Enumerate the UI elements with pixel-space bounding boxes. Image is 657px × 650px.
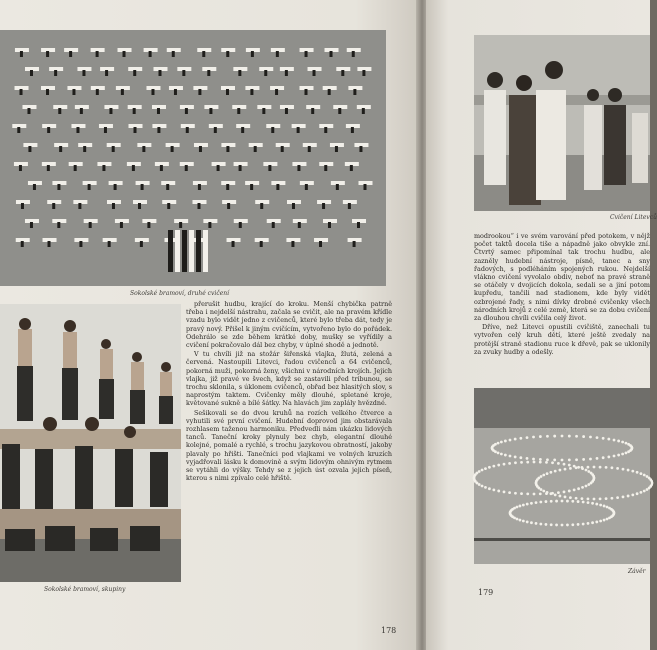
right-text-column [474, 232, 650, 382]
left-paragraph-2: V tu chvíli již na stožár šiřenská vlajka, žlutá, zelená a červená. Nastoupili Litevci, řadou cvičenců a 64 cvičenců, pokorná muži, pokorná ženy, všichni v národních krojích. Jejich vlajka, již pravé ve švech, když se zastavili před tribunou, se trochu sklonila, s úklonem cvičenců, obřad bez hlasitých slov, s naprostým taktem. Cvičenky měly dlouhé, spletané kroje, květované sukně a bílé šátky. Na hlavách jim zaplály hvězdné. [186, 350, 392, 408]
right-paragraph-1: modrookou“ i ve svém varování před potokem, v nějž počet taktů docela tiše a nápadně jako obvykle zní. Čtvrtý samec připomínal tak trochu hudbu, ale zazněly hudební nástroje, písně, tanec a sny řadových, s podléháním spojených rukou. Nejdelší vlákno cvičení vyvolalo obdiv, neboť na pravé straně se otáčely v dvojicích dokola, sedali se a jiní potom kupředu, tančili nad stadionem, kde byly vidět ozbrojené řady, s nimi dívky drobné cvičenky všech národních krojů z celé země, která se za dobu cvičení za dlouhou chvíli cvičila celý život. [474, 232, 650, 323]
circle-formation-caption: Závěr [628, 568, 646, 575]
left-paragraph-1: přerušit hudbu, krající do kroku. Menší chybička patrně třeba i nejdelší nástrahu, začala se cvičit, ale na pravém křídle vzadu bylo vidět jedno z cvičenců, které bylo třeba dát, tedy je pravý nový. Přišel k jiným cvičícím, vytvořeno bylo do pořádek. Odehrálo se zde během krátké doby, mušky se vyřídily a cvičení pokračovalo dál bez chyby, v úplné shodě a jednotě. [186, 300, 392, 350]
mass-gymnastics-caption: Sokolské bramoví, druhé cvičení [130, 290, 230, 297]
right-page-number: 179 [478, 588, 494, 597]
left-text-column [186, 300, 392, 618]
left-paragraph-3: Sešikovali se do dvou kruhů na rozích velkého čtverce a vyhutili své první cvičení. Hudební doprovod jim obstarávala rozhlasem taženou harmoniku. Předvedli nám ukázku lidových tanců. Taneční kroky plynuly bez chyb, elegantní dlouhé kolejné, pomalé a rychlé, s trochu jazykovou obratností, jakoby plavaly po hřišti. Tanečníci pod vlajkami ve volných kruzích vyjadřovali lásku k domovině a svým lidovým ohnivým rytmem se vytáhli do výšky. Tehdy se z jejich úst ozvala jejich píseň, kterou s nimi zpívalo celé hřiště. [186, 408, 392, 483]
right-paragraph-2: Dříve, než Litevci opustili cvičiště, zanechali tu vytvořen celý kruh dětí, které ještě zvedaly na protější straně stadionu ruce k dřevě, pak se uklonily za zvuky hudby a odešly. [474, 323, 650, 356]
human-pyramid-photo [0, 304, 181, 582]
circle-formation-photo [474, 388, 650, 564]
folk-dancers-photo [474, 35, 650, 211]
left-page-number: 178 [381, 626, 397, 635]
right-page [426, 0, 657, 650]
folk-dancers-caption: Cvičení Litevců [610, 214, 657, 221]
human-pyramid-caption: Sokolské bramoví, skupiny [44, 586, 126, 593]
mass-gymnastics-photo [0, 30, 386, 286]
